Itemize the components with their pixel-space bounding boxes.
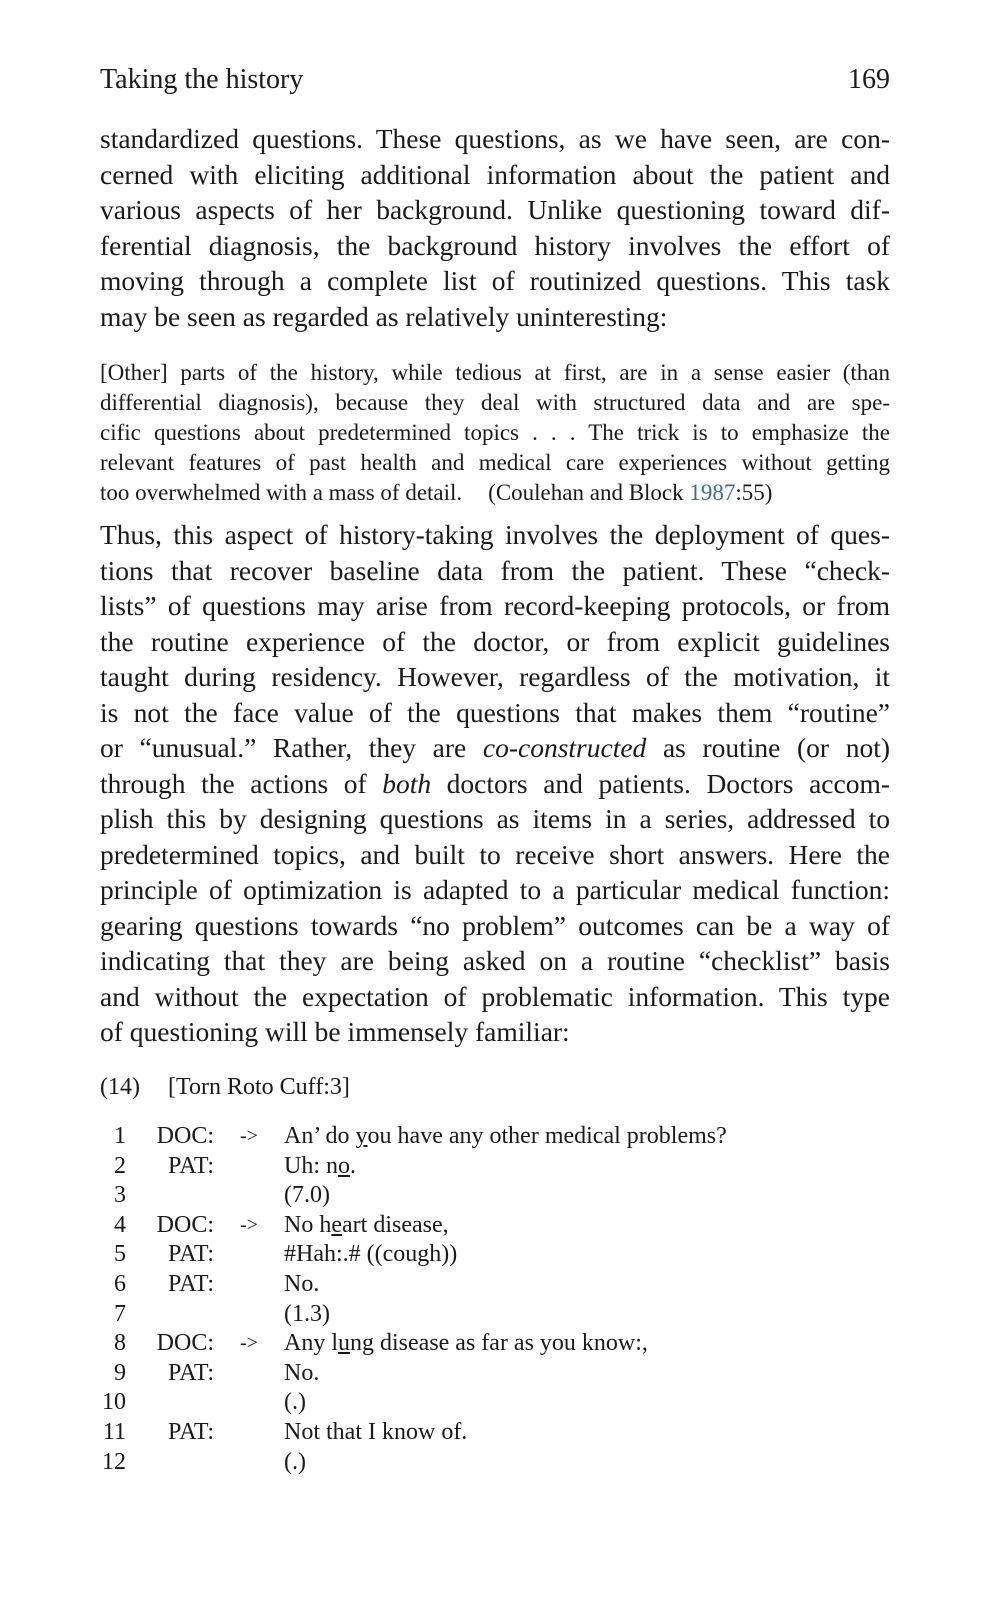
paragraph-line: gearing questions towards “no problem” outcomes can be a way of — [100, 909, 890, 941]
line-number: 3 — [114, 1182, 126, 1209]
page-number: 169 — [848, 64, 890, 95]
transcript-row — [100, 1388, 890, 1418]
quote-citation — [488, 480, 772, 505]
speaker-label: PAT: — [168, 1418, 214, 1445]
paragraph-1 — [100, 121, 890, 334]
line-number: 11 — [102, 1418, 126, 1445]
arrow-marker: -> — [240, 1125, 258, 1147]
line-number: 6 — [114, 1270, 126, 1297]
running-header — [100, 62, 890, 98]
utterance — [284, 1418, 467, 1448]
emphasis-text: both — [382, 767, 432, 799]
utterance-text: . — [350, 1152, 356, 1179]
transcript-row — [100, 1211, 890, 1241]
utterance-text: An’ do — [284, 1123, 356, 1149]
utterance — [284, 1329, 648, 1359]
line-number: 4 — [114, 1211, 126, 1238]
paragraph-line: standardized questions. These questions, as we have seen, are con- — [100, 123, 890, 154]
utterance — [284, 1359, 319, 1389]
utterance-text: No h — [284, 1211, 332, 1238]
speaker-label: PAT: — [168, 1270, 214, 1297]
paragraph-line: of questioning will be immensely familiar: — [100, 1016, 570, 1047]
citation-prefix: (Coulehan and Block — [488, 480, 690, 505]
utterance-text: (.) — [284, 1448, 306, 1475]
quote-line: [Other] parts of the history, while tedious at first, are in a sense easier (than — [100, 360, 890, 385]
citation-suffix: :55) — [735, 480, 773, 505]
utterance-text: (.) — [284, 1389, 306, 1416]
paragraph-line: indicating that they are being asked on a routine “checklist” basis — [100, 945, 890, 976]
line-number: 7 — [114, 1300, 126, 1327]
speaker-label: PAT: — [168, 1359, 214, 1386]
stressed-syllable: u — [338, 1330, 350, 1357]
transcript-row — [100, 1300, 890, 1330]
utterance — [284, 1240, 457, 1270]
stressed-syllable: e — [331, 1211, 342, 1238]
utterance-text: (1.3) — [284, 1300, 330, 1327]
transcript-row — [100, 1240, 890, 1270]
speaker-label: PAT: — [168, 1241, 214, 1268]
quote-last-line — [100, 478, 890, 508]
paragraph-line: tions that recover baseline data from the patient. These “check- — [100, 554, 890, 586]
speaker-label: DOC: — [156, 1123, 214, 1149]
line-number: 10 — [102, 1389, 126, 1416]
utterance-text: Any l — [284, 1330, 338, 1357]
example-source: [Torn Roto Cuff:3] — [168, 1074, 350, 1100]
transcript-row — [100, 1329, 890, 1359]
utterance — [284, 1300, 330, 1330]
utterance — [284, 1211, 449, 1241]
transcript-row — [100, 1270, 890, 1300]
line-number: 1 — [114, 1123, 126, 1149]
paragraph-line — [100, 766, 890, 802]
paragraph-line — [100, 730, 890, 766]
utterance — [284, 1152, 356, 1182]
transcript-row — [100, 1181, 890, 1211]
line-number: 5 — [114, 1241, 126, 1268]
transcript-row — [100, 1418, 890, 1448]
block-quote — [100, 358, 890, 508]
quote-line-text: too overwhelmed with a mass of detail. — [100, 480, 463, 505]
paragraph-2 — [100, 517, 890, 1050]
speaker-label: DOC: — [156, 1211, 214, 1238]
quote-line: differential diagnosis), because they deal with structured data and are spe- — [100, 390, 890, 415]
text-run: as routine (or not) — [646, 732, 890, 763]
paragraph-line: plish this by designing questions as items in a series, addressed to — [100, 803, 890, 834]
transcript-row — [100, 1448, 890, 1478]
paragraph-line: cerned with eliciting additional information about the patient and — [100, 158, 890, 190]
utterance-text: ng disease as far as you know:, — [350, 1330, 648, 1357]
paragraph-line: moving through a complete list of routinized questions. This task — [100, 265, 890, 296]
transcript — [100, 1122, 890, 1477]
stressed-syllable: o — [338, 1152, 350, 1179]
emphasis-text: co-constructed — [482, 732, 647, 763]
paragraph-line: the routine experience of the doctor, or from explicit guidelines — [100, 625, 890, 657]
text-run: doctors and patients. Doctors accom- — [431, 767, 890, 799]
arrow-marker: -> — [240, 1332, 258, 1355]
paragraph-line: is not the face value of the questions that makes them “routine” — [100, 696, 890, 728]
paragraph-line: ferential diagnosis, the background history involves the effort of — [100, 229, 890, 261]
utterance-text: Not that I know of. — [284, 1418, 468, 1445]
utterance-text: No. — [284, 1359, 320, 1386]
paragraph-line: and without the expectation of problematic information. This type — [100, 980, 890, 1012]
paragraph-line: predetermined topics, and built to receive short answers. Here the — [100, 838, 890, 870]
paragraph-line: may be seen as regarded as relatively uninteresting: — [100, 300, 668, 332]
utterance-text: ou have any other medical problems? — [367, 1123, 727, 1149]
utterance — [284, 1270, 319, 1300]
utterance — [284, 1448, 306, 1478]
citation-year-link[interactable]: 1987 — [689, 480, 736, 505]
line-number: 12 — [102, 1448, 126, 1475]
speaker-label: PAT: — [168, 1152, 214, 1179]
quote-line: relevant features of past health and medical care experiences without getting — [100, 450, 890, 475]
utterance-text: #Hah:.# ((cough)) — [284, 1241, 458, 1268]
line-number: 8 — [114, 1330, 126, 1357]
utterance-text: No. — [284, 1270, 320, 1297]
line-number: 9 — [114, 1359, 126, 1386]
running-title: Taking the history — [100, 64, 304, 95]
example-number: (14) — [100, 1074, 140, 1100]
transcript-row — [100, 1359, 890, 1389]
transcript-row — [100, 1122, 890, 1152]
utterance — [284, 1388, 306, 1418]
speaker-label: DOC: — [156, 1330, 214, 1357]
utterance-text: art disease, — [342, 1211, 449, 1238]
paragraph-line: various aspects of her background. Unlike questioning toward dif- — [100, 194, 890, 225]
quote-line: cific questions about predetermined topics . . . The trick is to emphasize the — [100, 420, 890, 445]
text-run: or “unusual.” Rather, they are — [100, 732, 483, 763]
line-number: 2 — [114, 1152, 126, 1179]
stressed-syllable: y — [355, 1123, 368, 1149]
paragraph-line: lists” of questions may arise from record-keeping protocols, or from — [100, 590, 890, 621]
paragraph-line: principle of optimization is adapted to a particular medical function: — [100, 874, 890, 905]
arrow-marker: -> — [240, 1213, 258, 1236]
paragraph-line: taught during residency. However, regardless of the motivation, it — [100, 661, 890, 692]
paragraph-line: Thus, this aspect of history-taking involves the deployment of ques- — [100, 519, 890, 550]
utterance — [284, 1181, 330, 1211]
utterance-text: Uh: n — [284, 1152, 338, 1179]
transcript-row — [100, 1152, 890, 1182]
utterance — [284, 1122, 727, 1152]
utterance-text: (7.0) — [284, 1182, 330, 1209]
text-run: through the actions of — [100, 767, 383, 799]
